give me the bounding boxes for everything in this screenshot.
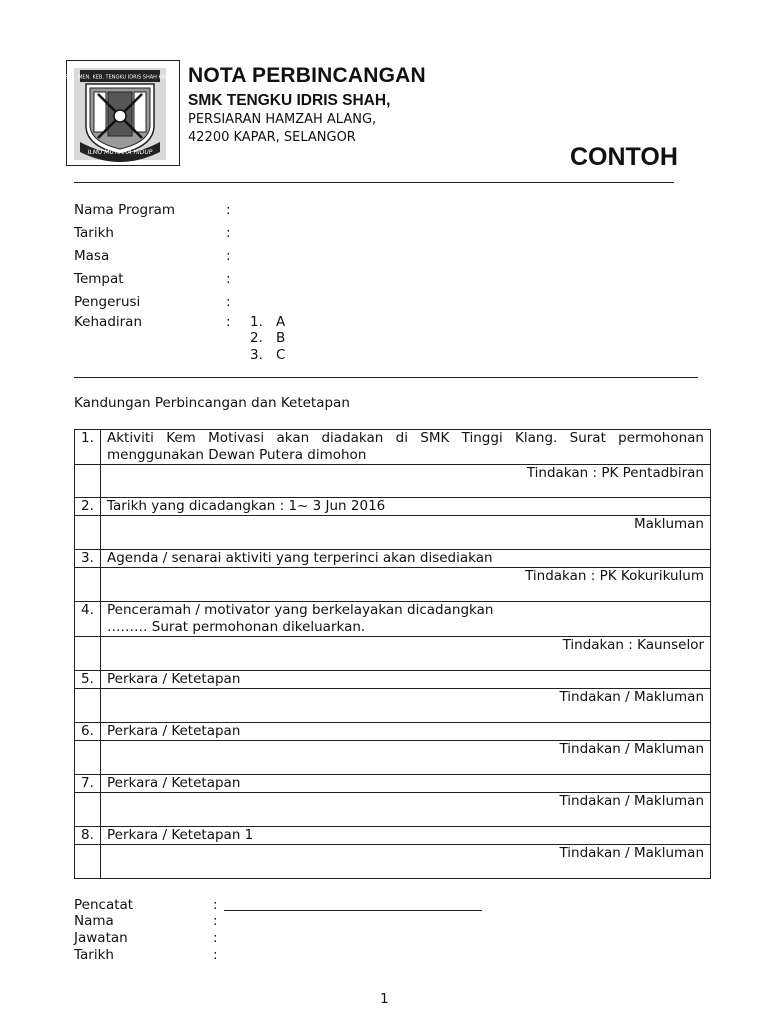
field-label-date: Tarikh xyxy=(74,225,114,241)
item-number: 2. xyxy=(75,498,101,516)
page-number: 1 xyxy=(380,991,389,1007)
field-colon: : xyxy=(226,271,231,287)
item-number: 4. xyxy=(75,602,101,637)
footer-colon: : xyxy=(213,897,218,913)
footer-label-date: Tarikh xyxy=(74,947,114,963)
item-text: Aktiviti Kem Motivasi akan diadakan di SMK Tinggi Klang. Surat permohonan menggunakan Dewan Putera dimohon xyxy=(101,430,711,465)
footer-label-name: Nama xyxy=(74,913,114,929)
item-action: Tindakan : PK Pentadbiran xyxy=(101,465,711,498)
table-row xyxy=(75,827,711,845)
sample-stamp: CONTOH xyxy=(570,143,678,171)
table-row xyxy=(75,602,711,637)
item-number-blank xyxy=(75,793,101,827)
item-number: 8. xyxy=(75,827,101,845)
field-label-program: Nama Program xyxy=(74,202,176,218)
item-number-blank xyxy=(75,689,101,723)
attendance-item xyxy=(250,314,285,330)
item-number: 7. xyxy=(75,775,101,793)
table-row xyxy=(75,550,711,568)
attendance-item xyxy=(250,347,285,363)
logo-top-text: SEK. MEN. KEB. TENGKU IDRIS SHAH KAPAR xyxy=(65,74,175,81)
table-row xyxy=(75,671,711,689)
item-number-blank xyxy=(75,568,101,602)
field-colon: : xyxy=(226,248,231,264)
table-row xyxy=(75,741,711,775)
item-number: 5. xyxy=(75,671,101,689)
field-colon: : xyxy=(226,314,231,330)
table-row xyxy=(75,689,711,723)
minutes-table xyxy=(74,429,711,879)
footer-label-position: Jawatan xyxy=(74,930,128,946)
item-text: Perkara / Ketetapan xyxy=(101,671,711,689)
item-text: Perkara / Ketetapan xyxy=(101,723,711,741)
item-action: Tindakan / Makluman xyxy=(101,793,711,827)
table-row xyxy=(75,465,711,498)
table-row xyxy=(75,516,711,550)
field-label-venue: Tempat xyxy=(74,271,124,287)
attendance-name: B xyxy=(276,330,286,346)
meta-divider xyxy=(74,377,698,378)
item-text: Agenda / senarai aktiviti yang terperinci akan disediakan xyxy=(101,550,711,568)
item-number-blank xyxy=(75,465,101,498)
field-label-time: Masa xyxy=(74,248,110,264)
field-colon: : xyxy=(226,294,231,310)
item-number-blank xyxy=(75,845,101,879)
attendance-number: 1. xyxy=(250,314,263,330)
field-label-attendance: Kehadiran xyxy=(74,314,143,330)
table-row xyxy=(75,430,711,465)
signature-line xyxy=(224,910,482,911)
school-name: SMK TENGKU IDRIS SHAH, xyxy=(188,92,391,109)
field-label-chair: Pengerusi xyxy=(74,294,141,310)
address-line-1: PERSIARAN HAMZAH ALANG, xyxy=(188,112,377,127)
logo-motto: ILMU MUTIARA HIDUP xyxy=(87,149,153,156)
footer-colon: : xyxy=(213,930,218,946)
header-divider xyxy=(74,182,674,183)
item-text: Penceramah / motivator yang berkelayakan dicadangkan ……… Surat permohonan dikeluarkan. xyxy=(101,602,711,637)
table-row xyxy=(75,568,711,602)
section-title: Kandungan Perbincangan dan Ketetapan xyxy=(74,395,350,411)
item-text: Tarikh yang dicadangkan : 1~ 3 Jun 2016 xyxy=(101,498,711,516)
item-action: Tindakan / Makluman xyxy=(101,845,711,879)
attendance-item xyxy=(250,330,285,346)
footer-colon: : xyxy=(213,913,218,929)
item-number-blank xyxy=(75,741,101,775)
item-action: Tindakan : PK Kokurikulum xyxy=(101,568,711,602)
item-number: 1. xyxy=(75,430,101,465)
address-line-2: 42200 KAPAR, SELANGOR xyxy=(188,130,356,145)
item-action: Tindakan / Makluman xyxy=(101,741,711,775)
item-action: Tindakan / Makluman xyxy=(101,689,711,723)
item-text: Perkara / Ketetapan xyxy=(101,775,711,793)
school-crest-icon xyxy=(65,68,175,160)
table-row xyxy=(75,637,711,671)
table-row xyxy=(75,845,711,879)
field-colon: : xyxy=(226,202,231,218)
item-action: Makluman xyxy=(101,516,711,550)
attendance-name: C xyxy=(276,347,286,363)
table-row xyxy=(75,723,711,741)
item-number: 3. xyxy=(75,550,101,568)
footer-label-recorder: Pencatat xyxy=(74,897,134,913)
item-action: Tindakan : Kaunselor xyxy=(101,637,711,671)
item-text: Perkara / Ketetapan 1 xyxy=(101,827,711,845)
table-row xyxy=(75,775,711,793)
field-colon: : xyxy=(226,225,231,241)
footer-colon: : xyxy=(213,947,218,963)
attendance-name: A xyxy=(276,314,286,330)
page-title: NOTA PERBINCANGAN xyxy=(188,64,426,87)
item-number-blank xyxy=(75,516,101,550)
attendance-number: 2. xyxy=(250,330,263,346)
item-number: 6. xyxy=(75,723,101,741)
table-row xyxy=(75,498,711,516)
attendance-number: 3. xyxy=(250,347,263,363)
item-number-blank xyxy=(75,637,101,671)
table-row xyxy=(75,793,711,827)
